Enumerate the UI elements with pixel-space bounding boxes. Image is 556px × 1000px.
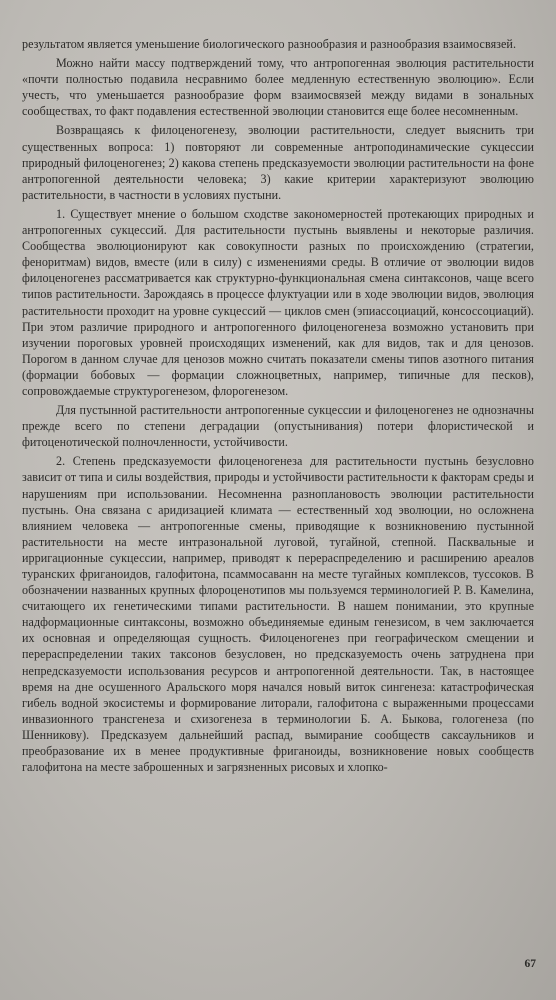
paragraph-desert-successions: Для пустынной растительности антропогенные сукцессии и филоценогенез не однозначны прежде всего по степени деградации (опустынивания) потери флористической и фитоценотической полночленности, устойчивости.	[22, 403, 534, 450]
paragraph-continuation: результатом является уменьшение биологического разнообразия и разнообразия взаимосвязей.	[22, 37, 517, 51]
paragraph-point-2: 2. Степень предсказуемости филоценогенеза для растительности пустынь безусловно зависит от типа и силы воздействия, природы и устойчивости растительности к факторам среды и нарушениям при использовании. Несомненна разноплановость эволюции растительности пустынь. Она связана с аридизацией климата — естественный ход эволюции, но осложнена влиянием человека — антропогенные смены, приводящие к возникновению пустынной растительности на месте интразональной луговой, тугайной, степной. Пасквальные и ирригационные сукцессии, например, приводят к перераспределению и расширению ареалов туранских фриганоидов, галофитона, псаммосаванн на месте тугайных комплексов, туссоков. В обозначении названных крупных флороценотипов мы пользуемся терминологией Р. В. Камелина, считающего их генетическими типами растительности. В нашем понимании, это крупные надформационные синтаксоны, возможно объединяемые единым генезисом, в чем заключается их основная и определяющая сущность. Филоценогенез при географическом смещении и перераспределении таких таксонов безусловен, но предсказуемость очень затруднена при непредсказуемости использования ресурсов и антропогенной деятельности. Так, в настоящее время на дне осушенного Аральского моря начался новый виток сингенеза: катастрофическая гибель водной экосистемы и формирование литорали, галофитона с выраженными процессами инвазионного трансгенеза и схизогенеза в терминологии Б. А. Быкова, гологенеза (по Шенникову). Предсказуем дальнейший распад, вымирание сообществ саксаульников и преобразование их в менее продуктивные фриганоиды, возникновение новых сообществ галофитона на месте заброшенных и загрязненных рисовых и хлопко-	[22, 454, 534, 775]
paragraph-point-1: 1. Существует мнение о большом сходстве закономерностей протекающих природных и антропогенных сукцессий. Для растительности пустынь выявлены и некоторые различия. Сообщества эволюционируют как совокупности разных по происхождению (стратегии, феноритмам) видов, вместе (или в силу) с изменениями среды. В отличие от эволюции видов филоценогенез рассматривается как структурно-функциональная смена синтаксонов, чаще всего типов растительности. Зарождаясь в процессе флуктуации или в ходе эволюции видов, эволюция растительности проходит на уровне сукцессий — циклов смен (эпиассоциаций, консоссоциаций). При этом различие природного и антропогенного филоценогенеза возможно установить при изучении пороговых уровней происходящих изменений, как для видов, так и для ценозов. Порогом в данном случае для ценозов можно считать показатели смены типов азотного питания (формации бобовых — формации сложноцветных, например, типичные для песков), сопровождаемые структурогенезом, флорогенезом.	[22, 206, 534, 398]
page-number: 67	[524, 958, 536, 970]
text-body	[22, 36, 534, 775]
paragraph-anthropogenic-evolution: Можно найти массу подтверждений тому, что антропогенная эволюция растительности «почти полностью подавила несравнимо более медленную естественную эволюцию». Если учесть, что уменьшается разнообразие форм взаимосвязей между видами в зональных сообществах, то факт подавления естественной эволюции становится еще более несомненным.	[22, 56, 534, 119]
paragraph-three-questions: Возвращаясь к филоценогенезу, эволюции растительности, следует выяснить три существенных вопроса: 1) повторяют ли современные антроподинамические сукцессии природный филоценогенез; 2) какова степень предсказуемости эволюции растительности на фоне антропогенной деятельности человека; 3) какие критерии характеризуют эволюцию растительности, в частности в условиях пустыни.	[22, 123, 534, 202]
